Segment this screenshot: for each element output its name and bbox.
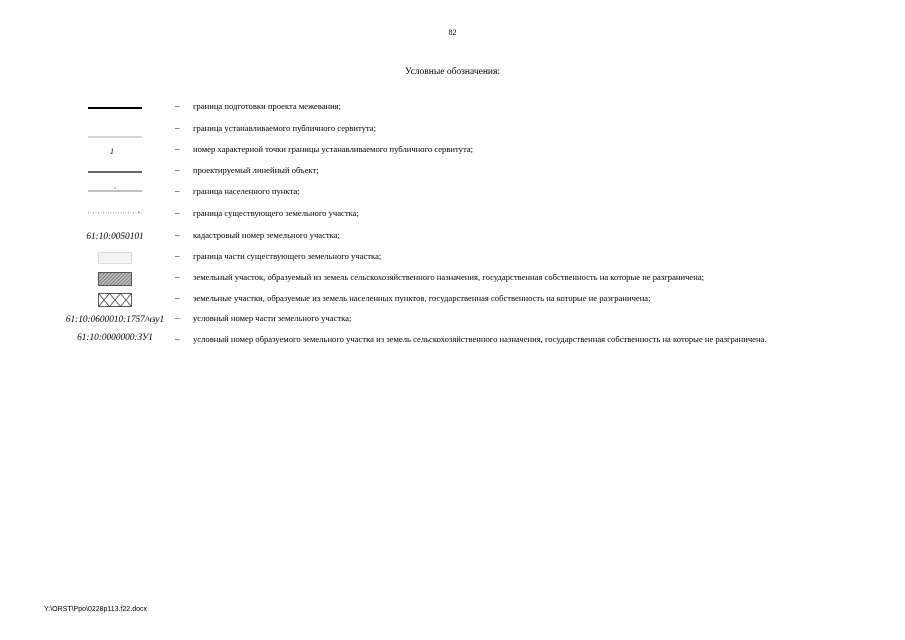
separator-dash: –	[175, 101, 180, 111]
legend-row	[40, 310, 870, 330]
legend-text: граница существующего земельного участка;	[193, 208, 359, 218]
separator-dash: –	[175, 313, 180, 323]
cross-rect-icon	[98, 293, 132, 307]
separator-dash: –	[175, 251, 180, 261]
legend-text: граница устанавливаемого публичного сервитута;	[193, 123, 376, 133]
cadastral-number-sample: 61:10:0050101	[86, 232, 144, 242]
separator-dash: –	[175, 293, 180, 303]
separator-dash: –	[175, 208, 180, 218]
dash-dot-line-icon	[88, 183, 142, 203]
file-path-footer: Y:\ORST\Ppo\0228p113.f22.docx	[44, 606, 147, 613]
legend-row	[40, 98, 870, 118]
legend-title: Условные обозначения:	[404, 67, 500, 77]
separator-dash: –	[175, 123, 180, 133]
separator-dash: –	[175, 186, 180, 196]
separator-dash: –	[175, 165, 180, 175]
legend-row	[40, 205, 870, 225]
legend-row	[40, 290, 870, 310]
separator-dash: –	[175, 144, 180, 154]
legend-row	[40, 248, 870, 268]
legend-row	[40, 269, 870, 289]
legend-row	[40, 120, 870, 140]
separator-dash: –	[175, 334, 180, 344]
hatched-rect-icon	[98, 272, 132, 286]
legend-text: земельные участки, образуемые из земель населенных пунктов, государственная собственность на которые не разграничена;	[193, 293, 651, 303]
parcel-number-sample: 61:10:0000000:ЗУ1	[77, 333, 153, 343]
legend-text: земельный участок, образуемый из земель сельскохозяйственного назначения, государственная собственность на которые не разграничена;	[193, 272, 705, 282]
legend-text: граница части существующего земельного участка;	[193, 251, 382, 261]
thin-line-icon	[88, 120, 142, 140]
thick-line-icon	[88, 104, 142, 112]
legend-text: граница подготовки проекта межевания;	[193, 101, 342, 111]
legend-row	[40, 227, 870, 247]
legend-row	[40, 162, 870, 182]
page-number: 82	[448, 28, 457, 37]
legend-row	[40, 331, 870, 351]
part-number-sample: 61:10:0600010:1757/чзу1	[65, 315, 165, 325]
legend-text: граница населенного пункта;	[193, 186, 300, 196]
medium-line-icon	[88, 162, 142, 182]
separator-dash: –	[175, 230, 180, 240]
legend-text: условный номер части земельного участка;	[193, 313, 352, 323]
point-number-icon: 1	[110, 146, 114, 156]
legend-text: кадастровый номер земельного участка;	[193, 230, 340, 240]
legend-text: номер характерной точки границы устанавливаемого публичного сервитута;	[193, 144, 474, 154]
separator-dash: –	[175, 272, 180, 282]
dotted-line-icon	[88, 205, 142, 225]
legend-row	[40, 183, 870, 203]
legend-text: проектируемый линейный объект;	[193, 165, 319, 175]
legend-row	[40, 141, 870, 161]
legend-text: условный номер образуемого земельного участка из земель сельскохозяйственного назначения, государственная собственность на которые не разграничена.	[193, 334, 767, 344]
dotted-rect-icon	[98, 252, 132, 264]
